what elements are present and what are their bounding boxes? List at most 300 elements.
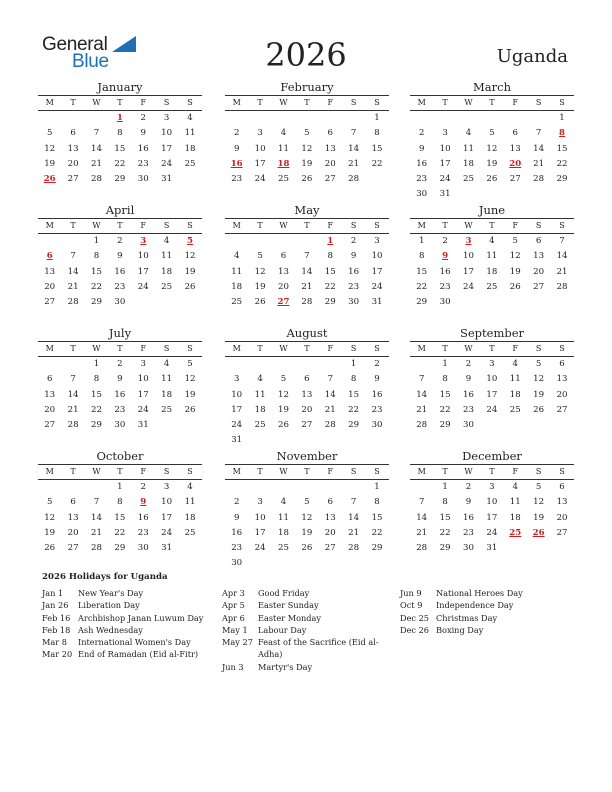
weekday-label: T (117, 467, 123, 476)
day: 14 (324, 389, 336, 400)
week-row (410, 172, 574, 187)
weekday-header (38, 464, 202, 480)
day: 3 (257, 497, 263, 508)
week-row (410, 388, 574, 403)
day: 6 (280, 251, 287, 262)
empty-day (319, 480, 342, 495)
day: 2 (418, 128, 425, 139)
week-row (225, 511, 389, 526)
week-row (410, 357, 574, 372)
weekday-label: M (417, 221, 426, 230)
day: 31 (161, 543, 173, 554)
day: 10 (439, 143, 451, 154)
day: 1 (374, 482, 380, 492)
day: 24 (439, 174, 451, 185)
weekday-header (410, 341, 574, 357)
holiday-date: Mar 20 (42, 649, 73, 660)
day: 22 (91, 281, 102, 292)
day: 30 (439, 297, 451, 308)
day: 18 (463, 158, 474, 169)
day: 16 (137, 512, 149, 523)
empty-day (342, 111, 365, 126)
weekday-label: S (535, 221, 542, 230)
empty-day (85, 480, 108, 495)
day: 23 (463, 404, 474, 415)
day: 19 (301, 527, 313, 538)
empty-day (225, 480, 248, 495)
weekday-label: T (489, 98, 495, 107)
day: 30 (114, 297, 126, 308)
holiday-day: 3 (465, 236, 472, 246)
weekday-label: F (140, 467, 147, 476)
weekday-label: T (442, 467, 448, 476)
holiday-item (222, 624, 398, 636)
weekday-label: T (489, 221, 495, 230)
day: 1 (117, 482, 123, 492)
holiday-date: Apr 6 (222, 612, 245, 623)
empty-day (295, 111, 318, 126)
day: 15 (371, 512, 383, 523)
day: 20 (533, 266, 545, 277)
day: 18 (486, 266, 498, 277)
day: 14 (416, 389, 428, 400)
month-january (38, 80, 202, 187)
day: 31 (161, 174, 173, 185)
holiday-column (42, 587, 218, 661)
month-title: May (294, 203, 320, 217)
empty-day (295, 480, 318, 495)
month-december (410, 449, 574, 556)
weekday-header (225, 95, 389, 111)
day: 16 (463, 389, 474, 400)
month-title: June (478, 203, 506, 217)
week-row (410, 372, 574, 387)
weekday-label: S (374, 98, 380, 107)
month-june (410, 203, 574, 310)
empty-day (550, 295, 573, 310)
week-row (225, 157, 389, 172)
week-row (410, 403, 574, 418)
week-row (38, 265, 202, 280)
day: 2 (350, 236, 357, 246)
day: 22 (439, 404, 451, 415)
day: 7 (70, 251, 76, 262)
day: 22 (91, 404, 102, 415)
day: 9 (117, 251, 123, 262)
empty-day (178, 541, 201, 556)
weekday-label: F (512, 98, 519, 107)
weekday-label: W (92, 221, 101, 230)
day: 12 (278, 389, 289, 400)
day: 29 (91, 420, 102, 431)
week-row (38, 126, 202, 141)
weekday-label: W (279, 467, 288, 476)
empty-day (248, 234, 271, 249)
day: 1 (350, 359, 357, 369)
day: 22 (439, 527, 451, 538)
week-row (38, 172, 202, 187)
holiday-item (42, 612, 218, 624)
empty-day (504, 111, 527, 126)
day: 12 (184, 251, 196, 262)
day: 13 (301, 389, 313, 400)
weekday-label: T (257, 467, 263, 476)
day: 2 (442, 236, 448, 246)
day: 25 (161, 281, 173, 292)
holiday-day: 25 (509, 527, 522, 538)
day: 27 (533, 281, 545, 292)
week-row (38, 357, 202, 372)
day: 6 (535, 236, 542, 246)
day: 10 (486, 497, 498, 508)
holiday-date: May 27 (222, 637, 253, 648)
weekday-label: W (464, 98, 473, 107)
day: 10 (161, 497, 173, 508)
day: 21 (416, 527, 428, 538)
holiday-date: Feb 18 (42, 624, 71, 635)
weekday-label: T (70, 467, 76, 476)
day: 6 (559, 482, 565, 492)
day: 5 (46, 128, 53, 139)
holiday-name: Christmas Day (436, 612, 498, 623)
weekday-label: T (117, 344, 123, 353)
weekday-label: S (163, 98, 170, 107)
empty-day (527, 541, 550, 556)
week-row (410, 495, 574, 510)
weekday-label: F (327, 467, 334, 476)
empty-day (272, 111, 295, 126)
empty-day (319, 357, 342, 372)
day: 26 (254, 297, 266, 308)
day: 19 (301, 158, 313, 169)
weekday-label: T (442, 221, 448, 230)
day: 13 (556, 374, 568, 385)
day: 31 (231, 435, 243, 446)
weekday-label: T (442, 344, 448, 353)
day: 2 (465, 482, 472, 492)
weekday-label: T (70, 344, 76, 353)
day: 27 (67, 543, 79, 554)
day: 14 (348, 143, 360, 154)
day: 15 (416, 266, 428, 277)
holiday-item (400, 624, 576, 636)
holiday-name: International Women's Day (78, 637, 191, 648)
day: 26 (533, 404, 545, 415)
month-title: November (276, 449, 338, 463)
empty-day (38, 480, 61, 495)
weekday-label: S (559, 221, 565, 230)
day: 20 (67, 158, 79, 169)
day: 20 (44, 404, 56, 415)
day: 3 (374, 236, 380, 246)
day: 6 (512, 128, 518, 139)
day: 27 (324, 174, 336, 185)
month-july (38, 326, 202, 433)
day: 17 (254, 158, 266, 169)
holiday-date: Jan 26 (42, 600, 69, 611)
day: 21 (91, 527, 102, 538)
month-february (225, 80, 389, 187)
weekday-label: W (92, 467, 101, 476)
day: 5 (187, 359, 193, 369)
day: 12 (533, 497, 545, 508)
day: 26 (301, 174, 313, 185)
week-row (225, 526, 389, 541)
day: 25 (254, 420, 266, 431)
day: 24 (463, 281, 474, 292)
weekday-header (410, 464, 574, 480)
weekday-label: T (304, 467, 310, 476)
day: 18 (254, 404, 266, 415)
day: 12 (486, 143, 498, 154)
empty-day (527, 111, 550, 126)
holiday-day: 3 (140, 236, 147, 246)
holiday-date: Oct 9 (400, 600, 423, 611)
weekday-label: M (417, 467, 426, 476)
day: 10 (254, 512, 266, 523)
empty-day (248, 111, 271, 126)
day: 24 (254, 174, 266, 185)
holiday-item (400, 612, 576, 624)
empty-day (457, 295, 480, 310)
day: 9 (465, 497, 472, 508)
day: 10 (254, 143, 266, 154)
weekday-label: S (559, 98, 565, 107)
day: 18 (231, 281, 243, 292)
holiday-name: Good Friday (258, 588, 310, 598)
day: 22 (114, 158, 126, 169)
empty-day (248, 357, 271, 372)
week-row (225, 433, 389, 448)
day: 26 (184, 404, 196, 415)
day: 30 (416, 189, 428, 200)
day: 30 (463, 420, 474, 431)
weekday-label: W (464, 467, 473, 476)
holiday-name: Martyr's Day (258, 661, 313, 672)
day: 12 (184, 374, 196, 385)
day: 11 (486, 251, 498, 262)
weekday-label: M (232, 467, 241, 476)
day: 22 (416, 281, 428, 292)
week-row (410, 511, 574, 526)
week-row (225, 234, 389, 249)
month-title: October (96, 449, 144, 463)
day: 4 (512, 359, 518, 369)
empty-day (248, 556, 271, 571)
day: 31 (137, 420, 149, 431)
day: 12 (44, 143, 56, 154)
day: 30 (371, 420, 383, 431)
day: 15 (114, 143, 126, 154)
weekday-label: W (464, 344, 473, 353)
empty-day (225, 357, 248, 372)
holiday-item (42, 648, 218, 660)
week-row (225, 280, 389, 295)
day: 25 (509, 404, 521, 415)
day: 7 (418, 497, 425, 508)
day: 24 (254, 543, 266, 554)
weekday-header (38, 218, 202, 234)
day: 5 (280, 374, 287, 385)
weekday-label: S (163, 221, 170, 230)
day: 22 (371, 158, 383, 169)
logo-text-blue: Blue (72, 51, 109, 72)
week-row (38, 495, 202, 510)
day: 18 (509, 389, 521, 400)
day: 14 (416, 512, 428, 523)
empty-day (61, 234, 84, 249)
day: 5 (535, 359, 542, 369)
day: 7 (93, 128, 100, 139)
day: 8 (442, 497, 448, 508)
holiday-day: 27 (277, 297, 290, 308)
day: 27 (44, 297, 56, 308)
holiday-day: 26 (43, 174, 56, 185)
empty-day (132, 295, 155, 310)
day: 6 (304, 374, 310, 385)
month-title: December (462, 449, 522, 463)
week-row (225, 126, 389, 141)
week-row (225, 265, 389, 280)
week-row (225, 172, 389, 187)
holiday-item (222, 636, 398, 661)
weekday-label: T (257, 98, 263, 107)
day: 6 (559, 359, 565, 369)
day: 8 (93, 251, 100, 262)
day: 28 (324, 420, 336, 431)
holiday-day: 8 (559, 128, 566, 139)
day: 10 (231, 389, 243, 400)
day: 14 (91, 512, 102, 523)
day: 2 (374, 359, 380, 369)
day: 4 (489, 236, 495, 246)
holiday-date: Dec 25 (400, 612, 430, 623)
month-title: March (473, 80, 511, 94)
holiday-item (222, 661, 398, 673)
week-row (410, 126, 574, 141)
empty-day (550, 418, 573, 433)
weekday-label: S (374, 221, 380, 230)
weekday-label: F (512, 467, 519, 476)
holiday-name: Easter Sunday (258, 600, 319, 611)
day: 29 (114, 174, 126, 185)
week-row (410, 280, 574, 295)
day: 11 (231, 266, 243, 277)
day: 17 (439, 158, 451, 169)
day: 11 (161, 374, 173, 385)
day: 23 (137, 527, 149, 538)
day: 11 (161, 251, 173, 262)
day: 28 (67, 297, 79, 308)
empty-day (155, 418, 178, 433)
weekday-label: S (535, 467, 542, 476)
weekday-label: M (45, 98, 54, 107)
day: 19 (184, 389, 196, 400)
empty-day (504, 418, 527, 433)
week-row (225, 541, 389, 556)
day: 13 (44, 389, 56, 400)
holiday-day: 1 (116, 113, 123, 123)
week-row (410, 234, 574, 249)
day: 4 (163, 236, 170, 246)
weekday-label: M (232, 344, 241, 353)
day: 24 (371, 281, 383, 292)
day: 18 (278, 527, 289, 538)
day: 22 (556, 158, 568, 169)
weekday-label: T (257, 221, 263, 230)
day: 22 (371, 527, 383, 538)
empty-day (272, 357, 295, 372)
day: 25 (184, 527, 196, 538)
empty-day (248, 480, 271, 495)
empty-day (480, 187, 503, 202)
day: 4 (280, 497, 287, 508)
empty-day (433, 111, 456, 126)
week-row (225, 418, 389, 433)
weekday-label: S (374, 467, 380, 476)
week-row (410, 480, 574, 495)
empty-day (61, 357, 84, 372)
day: 28 (67, 420, 79, 431)
empty-day (480, 418, 503, 433)
day: 29 (556, 174, 568, 185)
weekday-header (410, 218, 574, 234)
day: 18 (161, 266, 173, 277)
holiday-name: Labour Day (258, 624, 307, 635)
day: 4 (163, 359, 170, 369)
week-row (410, 541, 574, 556)
day: 23 (137, 158, 149, 169)
day: 23 (371, 404, 383, 415)
day: 21 (416, 404, 428, 415)
day: 19 (533, 512, 545, 523)
month-title: January (97, 80, 143, 94)
weekday-label: F (140, 221, 147, 230)
day: 24 (486, 404, 498, 415)
day: 26 (486, 174, 498, 185)
empty-day (248, 433, 271, 448)
day: 27 (324, 543, 336, 554)
week-row (410, 187, 574, 202)
day: 20 (44, 281, 56, 292)
weekday-label: T (489, 467, 495, 476)
day: 28 (416, 420, 428, 431)
holiday-date: Jan 1 (42, 588, 64, 598)
month-april (38, 203, 202, 310)
weekday-label: S (535, 344, 542, 353)
day: 15 (91, 389, 102, 400)
day: 27 (67, 174, 79, 185)
day: 21 (67, 404, 79, 415)
day: 24 (161, 527, 173, 538)
day: 8 (117, 128, 123, 139)
week-row (225, 372, 389, 387)
holiday-date: Jun 9 (400, 588, 422, 598)
day: 19 (278, 404, 289, 415)
day: 8 (327, 251, 333, 262)
weekday-label: S (350, 98, 357, 107)
day: 7 (350, 497, 357, 508)
day: 5 (489, 128, 495, 139)
calendar-year: 2026 (265, 36, 347, 74)
day: 14 (533, 143, 545, 154)
day: 20 (278, 281, 289, 292)
day: 3 (489, 482, 495, 492)
week-row (225, 111, 389, 126)
day: 14 (67, 389, 79, 400)
weekday-label: M (417, 344, 426, 353)
empty-day (457, 187, 480, 202)
